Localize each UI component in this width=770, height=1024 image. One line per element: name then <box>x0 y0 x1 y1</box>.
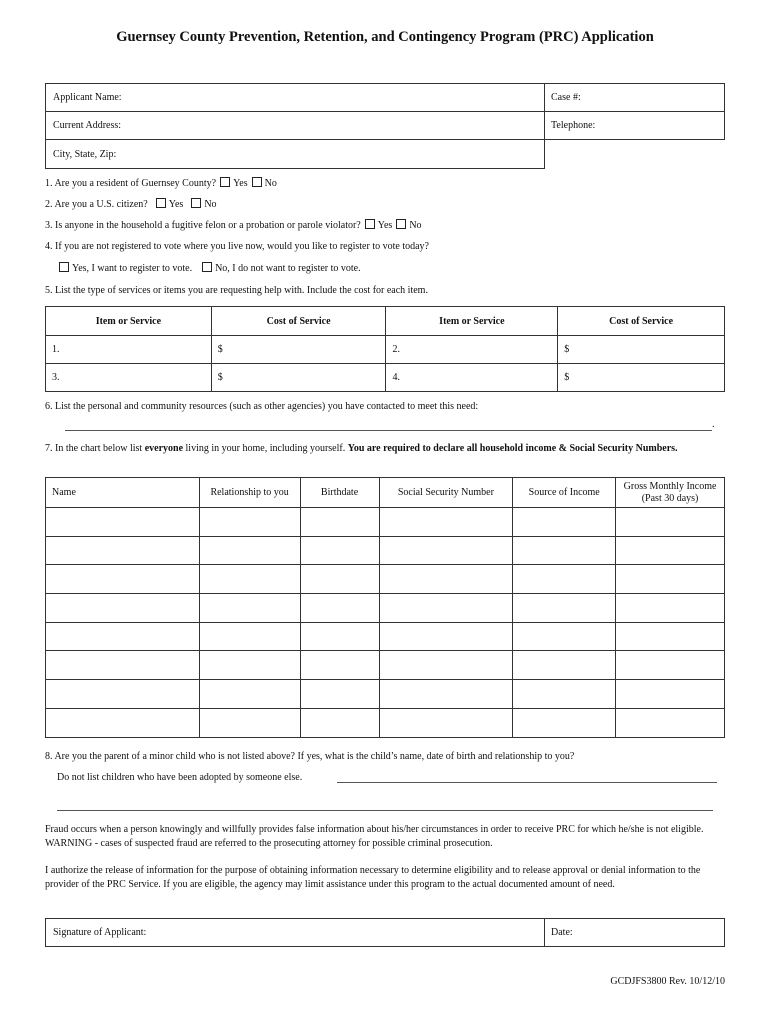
question-8-note: Do not list children who have been adopted by someone else. <box>57 772 303 783</box>
household-cell[interactable] <box>379 508 513 537</box>
household-cell[interactable] <box>379 708 513 737</box>
q3-yes-label: Yes <box>377 220 393 231</box>
household-cell[interactable] <box>300 508 379 537</box>
question-7-middle: living in your home, including yourself. <box>183 443 348 454</box>
household-cell[interactable] <box>46 594 200 623</box>
question-2 <box>45 198 217 210</box>
telephone-field[interactable] <box>544 111 725 140</box>
household-row <box>46 622 725 651</box>
household-cell[interactable] <box>513 708 616 737</box>
q4-yes-label: Yes, I want to register to vote. <box>72 263 193 274</box>
q3-yes-checkbox[interactable] <box>365 219 375 229</box>
service-cost-4[interactable]: $ <box>558 364 725 392</box>
question-7-prefix: 7. In the chart below list <box>45 443 145 454</box>
household-cell[interactable] <box>379 651 513 680</box>
service-cost-1[interactable]: $ <box>211 336 386 364</box>
signature-field[interactable] <box>45 918 545 947</box>
case-number-label: Case #: <box>551 92 581 103</box>
question-6: 6. List the personal and community resources (such as other agencies) you have contacted to meet this need: <box>45 401 479 412</box>
question-8: 8. Are you the parent of a minor child who is not listed above? If yes, what is the child’s name, date of birth and relationship to you? <box>45 751 575 762</box>
household-row <box>46 680 725 709</box>
question-3-text: 3. Is anyone in the household a fugitive felon or a probation or parole violator? <box>45 220 361 231</box>
household-row <box>46 651 725 680</box>
q3-no-label: No <box>409 220 422 231</box>
household-header-ssn: Social Security Number <box>379 478 513 508</box>
household-cell[interactable] <box>616 594 725 623</box>
household-cell[interactable] <box>199 565 300 594</box>
date-field[interactable] <box>544 918 725 947</box>
child-info-line-2[interactable] <box>57 810 713 811</box>
household-cell[interactable] <box>513 651 616 680</box>
household-cell[interactable] <box>199 622 300 651</box>
q1-yes-checkbox[interactable] <box>220 177 230 187</box>
question-1 <box>45 177 277 189</box>
resources-line-period: . <box>712 419 715 430</box>
authorization-notice: I authorize the release of information for the purpose of obtaining information necessary to determine eligibility and to release approval or denial information to the provider of the PRC Service. If you are eligible, the agency may limit assistance under this program to the actual documented amount of need. <box>45 865 701 890</box>
applicant-name-field[interactable] <box>45 83 545 112</box>
q2-yes-label: Yes <box>168 199 184 210</box>
household-row <box>46 565 725 594</box>
household-cell[interactable] <box>46 680 200 709</box>
question-3 <box>45 219 422 231</box>
household-header-gross-income: Gross Monthly Income (Past 30 days) <box>616 478 725 508</box>
household-cell[interactable] <box>46 708 200 737</box>
service-item-2[interactable]: 2. <box>386 336 558 364</box>
form-id: GCDJFS3800 Rev. 10/12/10 <box>610 976 725 987</box>
question-4-options <box>55 262 361 274</box>
household-cell[interactable] <box>199 536 300 565</box>
household-cell[interactable] <box>379 622 513 651</box>
question-2-text: 2. Are you a U.S. citizen? <box>45 199 148 210</box>
service-cost-2[interactable]: $ <box>558 336 725 364</box>
household-row <box>46 536 725 565</box>
household-cell[interactable] <box>513 508 616 537</box>
question-7-required: You are required to declare all household income & Social Security Numbers. <box>347 443 678 454</box>
household-cell[interactable] <box>300 565 379 594</box>
service-cost-3[interactable]: $ <box>211 364 386 392</box>
household-cell[interactable] <box>300 708 379 737</box>
household-cell[interactable] <box>513 622 616 651</box>
current-address-field[interactable] <box>45 111 545 140</box>
household-cell[interactable] <box>616 708 725 737</box>
question-1-text: 1. Are you a resident of Guernsey County? <box>45 178 217 189</box>
q2-no-checkbox[interactable] <box>191 198 201 208</box>
household-cell[interactable] <box>616 536 725 565</box>
household-cell[interactable] <box>513 680 616 709</box>
household-header-name: Name <box>46 478 200 508</box>
household-cell[interactable] <box>379 536 513 565</box>
household-row <box>46 594 725 623</box>
household-cell[interactable] <box>379 594 513 623</box>
resources-answer-line[interactable] <box>65 430 712 431</box>
household-cell[interactable] <box>300 680 379 709</box>
household-cell[interactable] <box>616 565 725 594</box>
household-cell[interactable] <box>199 508 300 537</box>
q1-yes-label: Yes <box>233 178 248 189</box>
household-cell[interactable] <box>199 651 300 680</box>
household-cell[interactable] <box>199 594 300 623</box>
service-item-4[interactable]: 4. <box>386 364 558 392</box>
child-info-line-1[interactable] <box>337 782 717 783</box>
household-cell[interactable] <box>199 708 300 737</box>
household-cell[interactable] <box>46 508 200 537</box>
city-state-zip-label: City, State, Zip: <box>53 149 117 160</box>
household-cell[interactable] <box>616 622 725 651</box>
q2-no-label: No <box>204 199 217 210</box>
telephone-label: Telephone: <box>551 120 596 131</box>
question-5: 5. List the type of services or items you are requesting help with. Include the cost for each item. <box>45 285 428 296</box>
date-label: Date: <box>551 927 573 938</box>
question-4: 4. If you are not registered to vote where you live now, would you like to register to vote today? <box>45 241 429 252</box>
services-header-item-2: Item or Service <box>386 307 558 336</box>
household-cell[interactable] <box>300 594 379 623</box>
household-cell[interactable] <box>513 536 616 565</box>
household-cell[interactable] <box>300 622 379 651</box>
service-item-3[interactable]: 3. <box>46 364 212 392</box>
question-7 <box>45 442 735 456</box>
household-header-source: Source of Income <box>513 478 616 508</box>
city-state-zip-field[interactable] <box>45 139 545 169</box>
household-cell[interactable] <box>46 565 200 594</box>
q1-no-label: No <box>264 178 277 189</box>
household-row <box>46 708 725 737</box>
q3-no-checkbox[interactable] <box>396 219 406 229</box>
household-rows <box>46 508 725 738</box>
q4-no-checkbox[interactable] <box>202 262 212 272</box>
services-table <box>45 306 725 392</box>
services-header-item-1: Item or Service <box>46 307 212 336</box>
signature-label: Signature of Applicant: <box>53 927 147 938</box>
household-header-relationship: Relationship to you <box>199 478 300 508</box>
q2-yes-checkbox[interactable] <box>156 198 166 208</box>
household-cell[interactable] <box>616 508 725 537</box>
household-cell[interactable] <box>199 680 300 709</box>
household-cell[interactable] <box>616 680 725 709</box>
household-header-birthdate: Birthdate <box>300 478 379 508</box>
q4-yes-checkbox[interactable] <box>59 262 69 272</box>
household-cell[interactable] <box>46 651 200 680</box>
household-cell[interactable] <box>300 651 379 680</box>
household-cell[interactable] <box>300 536 379 565</box>
q1-no-checkbox[interactable] <box>252 177 262 187</box>
current-address-label: Current Address: <box>53 120 122 131</box>
q4-no-label: No, I do not want to register to vote. <box>215 263 361 274</box>
household-cell[interactable] <box>46 622 200 651</box>
case-number-field[interactable] <box>544 83 725 112</box>
household-cell[interactable] <box>513 565 616 594</box>
service-item-1[interactable]: 1. <box>46 336 212 364</box>
applicant-name-label: Applicant Name: <box>53 92 122 103</box>
services-header-cost-2: Cost of Service <box>558 307 725 336</box>
question-7-everyone: everyone <box>144 443 184 454</box>
household-table <box>45 477 725 738</box>
household-cell[interactable] <box>46 536 200 565</box>
household-cell[interactable] <box>379 680 513 709</box>
services-header-cost-1: Cost of Service <box>211 307 386 336</box>
household-cell[interactable] <box>513 594 616 623</box>
page-title: Guernsey County Prevention, Retention, and Contingency Program (PRC) Application <box>116 29 654 45</box>
household-cell[interactable] <box>616 651 725 680</box>
fraud-notice: Fraud occurs when a person knowingly and willfully provides false information about his/her circumstances in order to receive PRC for which he/she is not eligible. WARNING - cases of suspected fraud are referred to the prosecuting attorney for possible criminal prosecution. <box>45 824 704 849</box>
household-cell[interactable] <box>379 565 513 594</box>
household-row <box>46 508 725 537</box>
